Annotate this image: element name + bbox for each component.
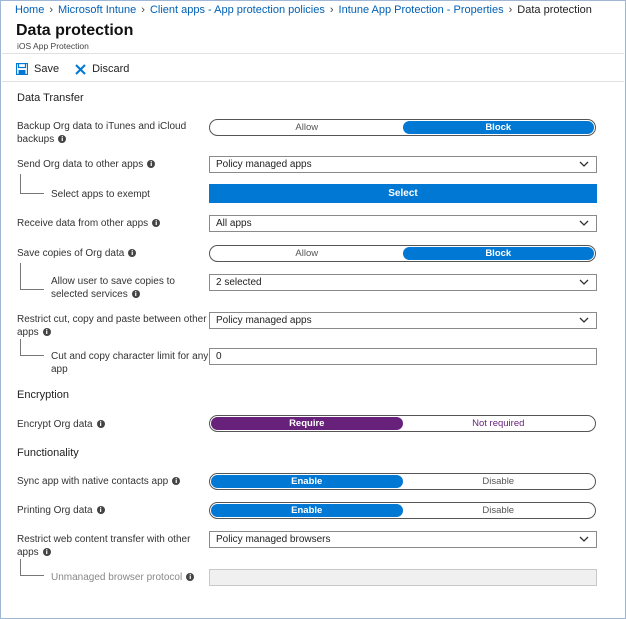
browser-protocol-label: Unmanaged browser protocol i — [51, 571, 194, 584]
info-icon[interactable]: i — [132, 290, 140, 298]
restrict-cut-value: Policy managed apps — [216, 315, 312, 326]
web-restrict-value: Policy managed browsers — [216, 534, 331, 545]
tree-connector — [20, 559, 44, 576]
char-limit-input[interactable]: 0 — [209, 348, 597, 365]
breadcrumb-microsoft-intune[interactable]: Microsoft Intune — [58, 4, 137, 16]
receive-value: All apps — [216, 218, 252, 229]
encrypt-require-option[interactable]: Require — [211, 417, 403, 430]
backup-block-option[interactable]: Block — [403, 121, 595, 134]
sync-disable-option[interactable]: Disable — [482, 476, 515, 487]
info-icon[interactable]: i — [152, 219, 160, 227]
close-icon — [75, 64, 86, 75]
discard-label: Discard — [92, 63, 130, 75]
info-icon[interactable]: i — [128, 249, 136, 257]
backup-toggle[interactable] — [209, 119, 596, 136]
divider — [2, 53, 624, 54]
send-org-value: Policy managed apps — [216, 159, 312, 170]
chevron-down-icon — [579, 536, 589, 543]
breadcrumb-home[interactable]: Home — [15, 4, 45, 16]
save-copies-allow-option[interactable]: Allow — [295, 248, 319, 259]
chevron-down-icon — [579, 279, 589, 286]
discard-button[interactable] — [75, 63, 129, 75]
divider — [2, 81, 624, 82]
printing-toggle[interactable] — [209, 502, 596, 519]
section-functionality: Functionality — [17, 447, 79, 459]
select-apps-button[interactable]: Select — [209, 184, 597, 203]
tree-connector — [20, 339, 44, 356]
page-subtitle: iOS App Protection — [17, 41, 89, 51]
exempt-label: Select apps to exempt — [51, 189, 150, 200]
restrict-cut-dropdown[interactable] — [209, 312, 597, 329]
save-copies-block-option[interactable]: Block — [403, 247, 595, 260]
info-icon[interactable]: i — [97, 506, 105, 514]
save-label: Save — [34, 63, 60, 75]
info-icon[interactable]: i — [58, 135, 66, 143]
restrict-cut-label: Restrict cut, copy and paste between other apps i — [17, 314, 207, 338]
encrypt-label: Encrypt Org data i — [17, 418, 105, 431]
breadcrumb: Home › Microsoft Intune › Client apps - App protection policies › Intune App Protection - Properties › Data protection — [15, 4, 592, 16]
sync-enable-option[interactable]: Enable — [211, 475, 403, 488]
printing-label: Printing Org data i — [17, 504, 105, 517]
tree-connector — [20, 263, 44, 290]
info-icon[interactable]: i — [97, 420, 105, 428]
info-icon[interactable]: i — [186, 573, 194, 581]
printing-disable-option[interactable]: Disable — [482, 505, 515, 516]
section-encryption: Encryption — [17, 389, 69, 401]
chevron-down-icon — [579, 317, 589, 324]
web-restrict-dropdown[interactable] — [209, 531, 597, 548]
breadcrumb-current: Data protection — [517, 4, 592, 16]
save-button[interactable] — [16, 63, 59, 75]
sync-label: Sync app with native contacts app i — [17, 475, 180, 488]
backup-label: Backup Org data to iTunes and iCloud backups i — [17, 121, 187, 145]
page-title: Data protection — [16, 22, 134, 39]
web-restrict-label: Restrict web content transfer with other apps i — [17, 534, 191, 558]
backup-allow-option[interactable]: Allow — [295, 122, 319, 133]
save-services-value: 2 selected — [216, 277, 262, 288]
receive-label: Receive data from other apps i — [17, 217, 160, 230]
breadcrumb-client-apps[interactable]: Client apps - App protection policies — [149, 4, 325, 16]
sync-toggle[interactable] — [209, 473, 596, 490]
encrypt-not-required-option[interactable]: Not required — [472, 418, 525, 429]
receive-dropdown[interactable] — [209, 215, 597, 232]
breadcrumb-properties[interactable]: Intune App Protection - Properties — [338, 4, 504, 16]
save-icon — [16, 63, 28, 75]
info-icon[interactable]: i — [43, 328, 51, 336]
tree-connector — [20, 174, 44, 194]
save-copies-label: Save copies of Org data i — [17, 247, 136, 260]
save-services-dropdown[interactable] — [209, 274, 597, 291]
info-icon[interactable]: i — [43, 548, 51, 556]
char-limit-label: Cut and copy character limit for any app — [51, 351, 209, 375]
save-services-label: Allow user to save copies to selected services i — [51, 276, 175, 300]
printing-enable-option[interactable]: Enable — [211, 504, 403, 517]
command-bar — [16, 61, 145, 77]
send-org-label: Send Org data to other apps i — [17, 158, 155, 171]
send-org-dropdown[interactable] — [209, 156, 597, 173]
encrypt-toggle[interactable] — [209, 415, 596, 432]
chevron-down-icon — [579, 220, 589, 227]
save-copies-toggle[interactable] — [209, 245, 596, 262]
section-data-transfer: Data Transfer — [17, 92, 84, 104]
info-icon[interactable]: i — [172, 477, 180, 485]
info-icon[interactable]: i — [147, 160, 155, 168]
chevron-down-icon — [579, 161, 589, 168]
browser-protocol-input[interactable] — [209, 569, 597, 586]
